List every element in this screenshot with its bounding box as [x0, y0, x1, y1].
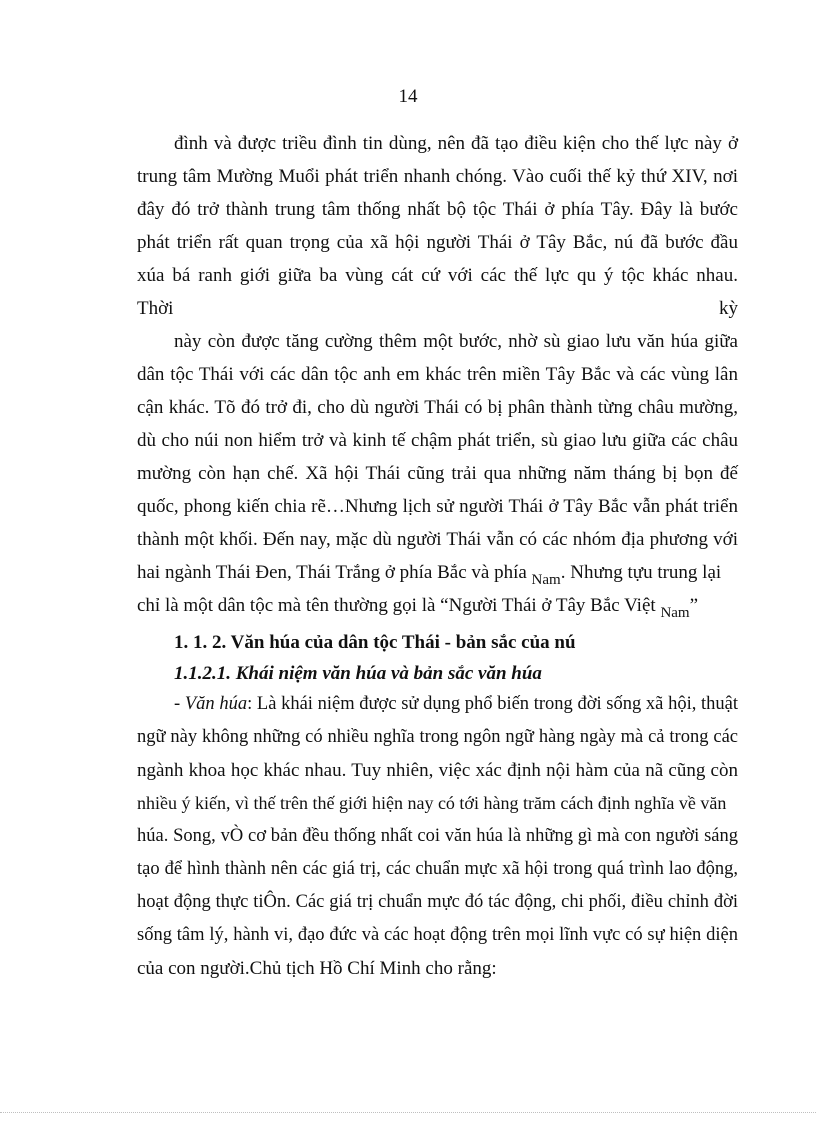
text-line: ngành khoa học khác nhau. Tuy nhiên, việc xác định nội hàm của nã cũng còn [137, 760, 738, 781]
text-fragment: hai ngành Thái Đen, Thái Trắng ở phía Bắc và phía [137, 562, 527, 583]
text-line: này còn được tăng cường thêm một bước, nhờ sù giao lưu văn húa giữa [174, 331, 738, 352]
text-fragment: - [174, 694, 185, 714]
word-thoi: Thời [137, 298, 174, 319]
text-line: dân tộc Thái với các dân tộc anh em khác trên miền Tây Bắc và các vùng lân [137, 364, 738, 385]
text-line: nhiều ý kiến, vì thế trên thế giới hiện nay có tới hàng trăm cách định nghĩa về văn [137, 793, 727, 813]
text-line: trung tâm Mường Muổi phát triển nhanh chóng. Vào cuối thế kỷ thứ XIV, nơi [137, 166, 738, 187]
subscript-nam: Nam [531, 572, 561, 588]
word-ky: kỳ [719, 298, 738, 319]
term-van-hoa: Văn húa [184, 694, 248, 714]
text-line: húa. Song, vÒ cơ bản đều thống nhất coi văn húa là những gì mà con người sáng [137, 826, 738, 846]
text-line: sống tâm lý, hành vi, đạo đức và các hoạt động trên mọi lĩnh vực có sự hiện diện [137, 925, 738, 945]
text-line: hoạt động thực tiÔn. Các giá trị chuẩn mực đó tác động, chi phối, điều chỉnh đời [137, 892, 738, 912]
text-line: đây đó trở thành trung tâm thống nhất bộ tộc Thái ở phía Tây. Đây là bước [137, 199, 738, 220]
text-fragment: chỉ là một dân tộc mà tên thường gọi là “Người Thái ở Tây Bắc Việt [137, 595, 656, 616]
text-fragment: . Nhưng tựu trung lại [560, 562, 722, 583]
text-line [137, 559, 738, 586]
text-line: ngữ này không những có nhiều nghĩa trong ngôn ngữ hàng ngày mà cả trong các [137, 727, 738, 747]
text-line: xúa bá ranh giới giữa ba vùng cát cứ với các thế lực qu ý tộc khác nhau. [137, 265, 738, 286]
text-line: cận khác. Tõ đó trở đi, cho dù người Thái có bị phân thành từng châu mường, [137, 397, 738, 418]
text-line [137, 691, 738, 718]
text-line [137, 592, 738, 619]
text-line: tạo để hình thành nên các giá trị, các chuẩn mực xã hội trong quá trình lao động, [137, 859, 738, 879]
page-number: 14 [398, 86, 418, 107]
text-line: quốc, phong kiến chia rẽ…Nhưng lịch sử người Thái ở Tây Bắc vẫn phát triển [137, 496, 738, 517]
text-line: dù cho núi non hiểm trở và kinh tế chậm phát triển, sù giao lưu giữa các châu [137, 430, 738, 451]
text-line: mường còn hạn chế. Xã hội Thái cũng trải qua những năm tháng bị bọn đế [137, 463, 738, 484]
text-line: phát triển rất quan trọng của xã hội người Thái ở Tây Bắc, nú đã bước đầu [137, 232, 738, 253]
text-line [137, 295, 738, 322]
text-line: của con người.Chủ tịch Hồ Chí Minh cho rằng: [137, 958, 497, 979]
subsection-heading: 1.1.2.1. Khái niệm văn húa và bản sắc văn húa [174, 663, 542, 684]
text-line: đình và được triều đình tin dùng, nên đã tạo điều kiện cho thế lực này ở [174, 133, 738, 154]
page-divider [0, 1112, 816, 1113]
text-fragment: ” [689, 595, 699, 616]
section-heading: 1. 1. 2. Văn húa của dân tộc Thái - bản sắc của nú [174, 632, 576, 653]
subscript-nam: Nam [660, 605, 690, 621]
text-fragment: : Là khái niệm được sử dụng phổ biến trong đời sống xã hội, thuật [247, 694, 738, 714]
text-line: thành một khối. Đến nay, mặc dù người Thái vẫn có các nhóm địa phương với [137, 529, 738, 550]
